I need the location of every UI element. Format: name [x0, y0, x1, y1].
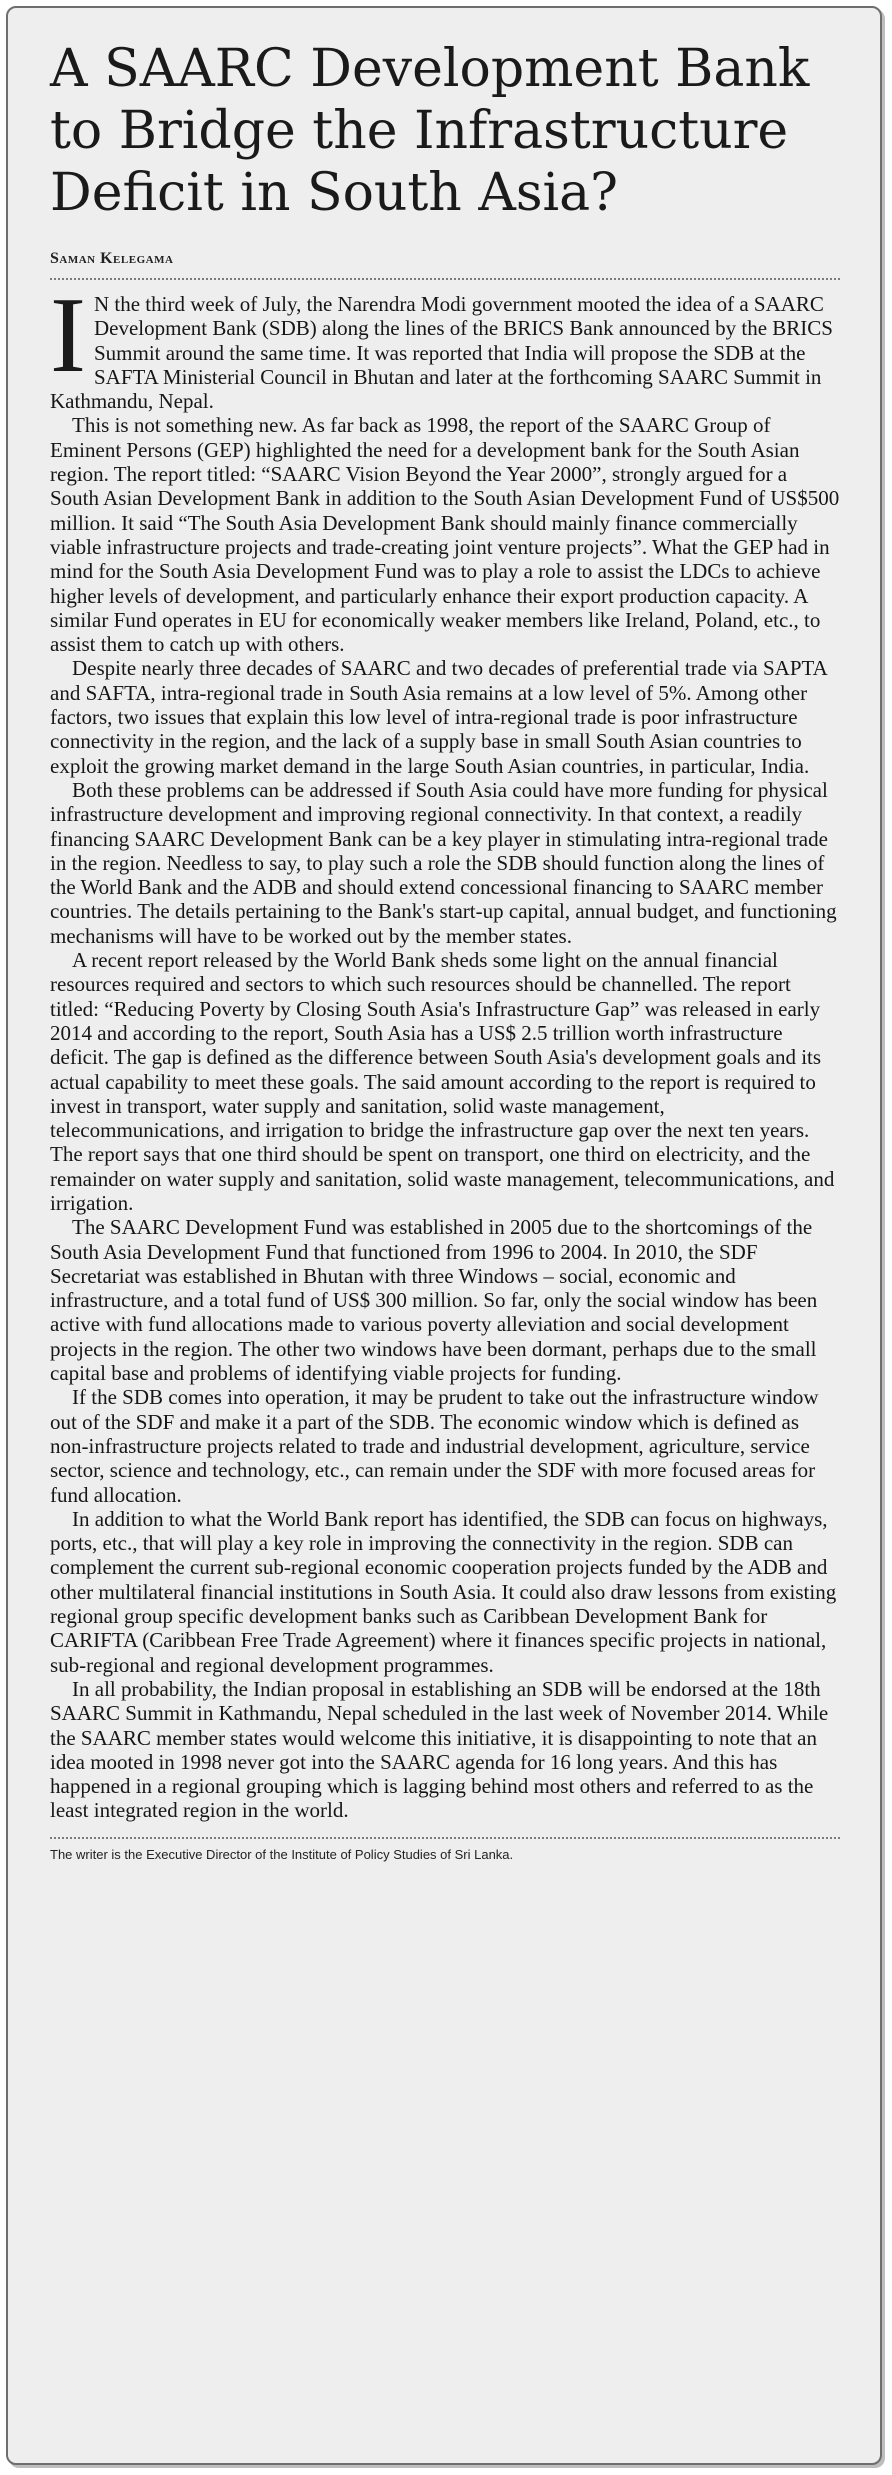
paragraph: Both these problems can be addressed if South Asia could have more funding for physical infrastructure development and improving regional connectivity. In that context, a readily financing SAARC Development Bank can be a key player in stimulating intra-regional trade in the region. Needless to say, to play such a role the SDB should function along the lines of the World Bank and the ADB and should extend concessional financing to SAARC member countries. The details pertaining to the Bank's start-up capital, annual budget, and functioning mechanisms will have to be worked out by the member states. — [50, 777, 837, 948]
title-line: A SAARC Development Bank — [50, 39, 810, 99]
title-line: to Bridge the Infrastructure — [50, 101, 789, 161]
bottom-divider — [50, 1837, 840, 1839]
paragraph: Despite nearly three decades of SAARC and two decades of preferential trade via SAPTA and SAFTA, intra-regional trade in South Asia remains at a low level of 5%. Among other factors, two issues that explain this low level of intra-regional trade is poor infrastructure connectivity in the region, and the lack of a supply base in small South Asian countries to exploit the growing market demand in the large South Asian countries, in particular, India. — [50, 656, 827, 778]
author-footnote: The writer is the Executive Director of the Institute of Policy Studies of Sri Lanka. — [50, 1846, 514, 1862]
paragraph: If the SDB comes into operation, it may be prudent to take out the infrastructure window out of the SDF and make it a part of the SDB. The economic window which is defined as non-infrastructure projects related to trade and industrial development, agriculture, service sector, science and technology, etc., can remain under the SDF with more focused areas for fund allocation. — [50, 1385, 819, 1507]
article-frame — [6, 6, 882, 2465]
paragraph-1-text: N the third week of July, the Narendra Modi government mooted the idea of a SAARC Development Bank (SDB) along the lines of the BRICS Bank announced by the BRICS Summit around the same time. It was reported that India will propose the SDB at the SAFTA Ministerial Council in Bhutan and later at the forthcoming SAARC Summit in Kathmandu, Nepal. — [50, 292, 833, 414]
paragraph: In all probability, the Indian proposal in establishing an SDB will be endorsed at the 18th SAARC Summit in Kathmandu, Nepal scheduled in the last week of November 2014. While the SAARC member states would welcome this initiative, it is disappointing to note that an idea mooted in 1998 never got into the SAARC agenda for 16 long years. And this has happened in a regional grouping which is lagging behind most others and referred to as the least integrated region in the world. — [50, 1676, 829, 1823]
author-byline: Saman Kelegama — [50, 250, 174, 267]
paragraph: The SAARC Development Fund was established in 2005 due to the shortcomings of the South Asia Development Fund that functioned from 1996 to 2004. In 2010, the SDF Secretariat was established in Bhutan with three Windows – social, economic and infrastructure, and a total fund of US$ 300 million. So far, only the social window has been active with fund allocations made to various poverty alleviation and social development projects in the region. The other two windows have been dormant, perhaps due to the small capital base and problems of identifying viable projects for funding. — [50, 1215, 818, 1386]
paragraph: A recent report released by the World Bank sheds some light on the annual financial resources required and sectors to which such resources should be channelled. The report titled: “Reducing Poverty by Closing South Asia's Infrastructure Gap” was released in early 2014 and according to the report, South Asia has a US$ 2.5 trillion worth infrastructure deficit. The gap is defined as the difference between South Asia's development goals and its actual capability to meet these goals. The said amount according to the report is required to invest in transport, water supply and sanitation, solid waste management, telecommunications, and irrigation to bridge the infrastructure gap over the next ten years. The report says that one third should be spent on transport, one third on electricity, and the remainder on water supply and sanitation, solid waste management, telecommunications, and irrigation. — [50, 948, 835, 1215]
top-divider — [50, 278, 840, 280]
article-content — [50, 38, 840, 1862]
paragraph: In addition to what the World Bank report has identified, the SDB can focus on highways, ports, etc., that will play a key role in improving the connectivity in the region. SDB can complement the current sub-regional economic cooperation projects funded by the ADB and other multilateral financial institutions in South Asia. It could also draw lessons from existing regional group specific development banks such as Caribbean Development Bank for CARIFTA (Caribbean Free Trade Agreement) where it finances specific projects in national, sub-regional and regional development programmes. — [50, 1506, 837, 1677]
paragraph-1 — [50, 276, 840, 414]
paragraph: This is not something new. As far back as 1998, the report of the SAARC Group of Eminent Persons (GEP) highlighted the need for a development bank for the South Asian region. The report titled: “SAARC Vision Beyond the Year 2000”, strongly argued for a South Asian Development Bank in addition to the South Asian Development Fund of US$500 million. It said “The South Asia Development Bank should mainly finance commercially viable infrastructure projects and trade-creating joint venture projects”. What the GEP had in mind for the South Asia Development Fund was to play a role to assist the LDCs to achieve higher levels of development, and particularly enhance their export production capacity. A similar Fund operates in EU for economically weaker members like Ireland, Poland, etc., to assist them to catch up with others. — [50, 413, 840, 657]
drop-cap: I — [50, 276, 86, 395]
article-body — [50, 276, 840, 1823]
title-line: Deficit in South Asia? — [50, 163, 619, 223]
article-title — [50, 38, 840, 224]
